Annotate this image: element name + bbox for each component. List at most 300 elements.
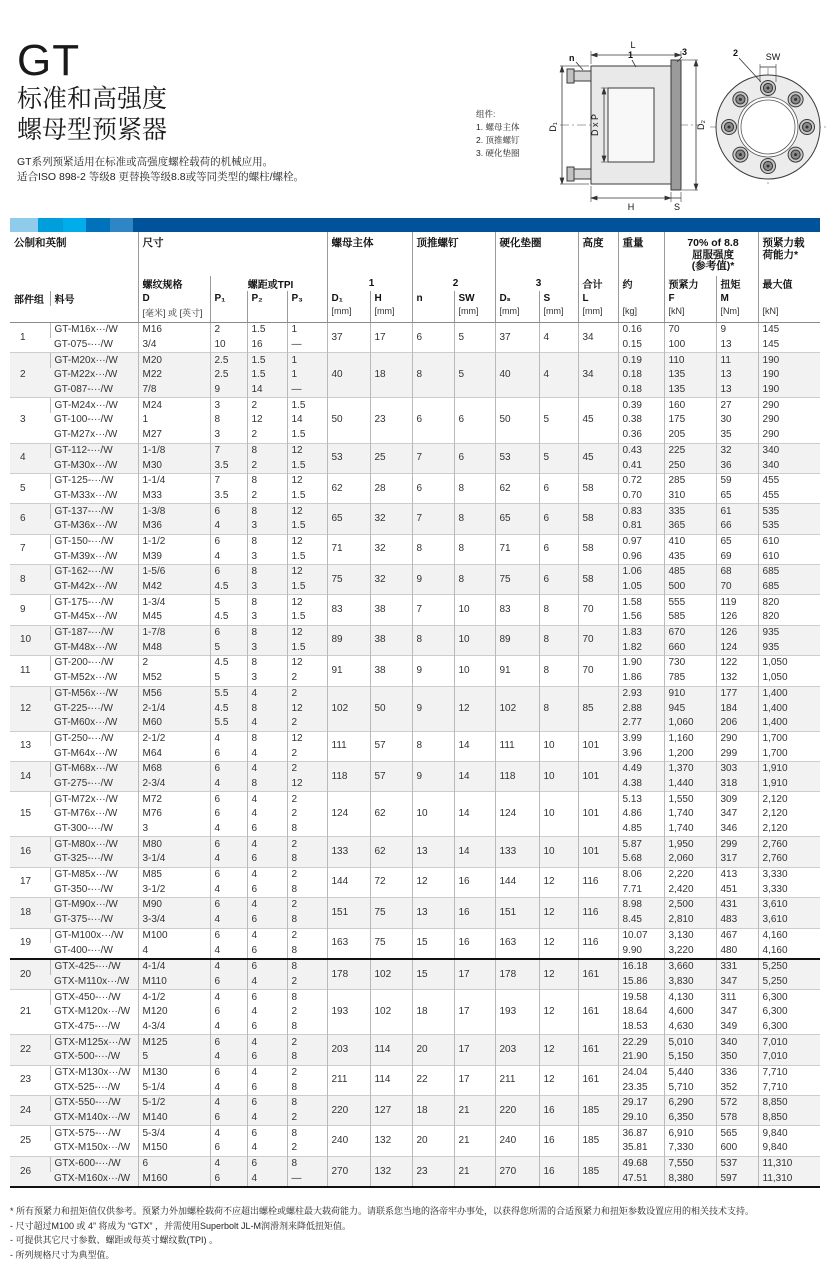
p1-cell: 4 (210, 777, 247, 792)
part-group-number: 9 (10, 595, 50, 625)
max-capacity-cell: 7,710 (758, 1080, 820, 1095)
l-cell: 185 (578, 1096, 618, 1126)
s-cell: 12 (539, 898, 578, 928)
thread-size-cell: 1-1/4 (138, 473, 210, 488)
p1-cell: 6 (210, 898, 247, 913)
dim-label-d2: D₂ (696, 120, 706, 130)
p1-cell: 5 (210, 640, 247, 655)
weight-cell: 18.64 (618, 1005, 664, 1020)
thread-size-cell: 3 (138, 822, 210, 837)
preload-f-cell: 2,420 (664, 882, 716, 897)
part-number-cell: GTX-575-···/W (50, 1126, 138, 1141)
max-capacity-cell: 3,330 (758, 882, 820, 897)
p2-cell: 4 (247, 792, 287, 807)
p2-cell: 6 (247, 990, 287, 1005)
col-group-preload-capacity (758, 232, 820, 276)
table-row (10, 504, 820, 519)
part-number-cell: GT-275-···/W (50, 777, 138, 792)
s-cell: 12 (539, 1035, 578, 1065)
p1-cell: 6 (210, 565, 247, 580)
weight-cell: 18.53 (618, 1020, 664, 1035)
ds-cell: 83 (495, 595, 539, 625)
p1-cell: 6 (210, 1111, 247, 1126)
weight-cell: 8.06 (618, 867, 664, 882)
weight-cell: 0.36 (618, 428, 664, 443)
part-number-cell: GT-M64x···/W (54, 747, 118, 759)
torque-m-cell: 431 (716, 898, 758, 913)
part-number-cell: GT-M42x···/W (50, 580, 138, 595)
torque-m-cell: 69 (716, 549, 758, 564)
h-cell: 50 (370, 686, 412, 731)
preload-f-cell: 135 (664, 383, 716, 398)
part-number-cell: GTX-500-···/W (50, 1050, 138, 1065)
max-capacity-cell: 145 (758, 323, 820, 338)
p1-cell: 6 (210, 504, 247, 519)
preload-f-cell: 5,010 (664, 1035, 716, 1050)
h-cell: 102 (370, 959, 412, 990)
thread-size-cell: 1-7/8 (138, 625, 210, 640)
legend-item-nut-body: 1. 螺母主体 (476, 122, 520, 132)
ref-label-2: 2 (733, 48, 739, 58)
sw-cell: 8 (454, 473, 495, 503)
preload-f-cell: 1,950 (664, 837, 716, 852)
preload-f-cell: 485 (664, 565, 716, 580)
torque-m-cell: 35 (716, 428, 758, 443)
p3-cell: 8 (287, 822, 327, 837)
preload-f-cell: 1,060 (664, 716, 716, 731)
part-number-cell: GT-M85x···/W (50, 867, 138, 882)
torque-m-cell: 331 (716, 959, 758, 975)
preload-f-cell: 3,830 (664, 975, 716, 990)
spec-table (10, 232, 820, 1188)
col-group-weight: 重量 (618, 232, 664, 276)
p1-cell: 4.5 (210, 701, 247, 716)
ds-cell: 91 (495, 656, 539, 686)
n-cell: 9 (412, 761, 454, 791)
weight-cell: 29.17 (618, 1096, 664, 1111)
l-cell: 58 (578, 473, 618, 503)
thread-size-cell: M16 (138, 323, 210, 338)
weight-cell: 1.90 (618, 656, 664, 671)
preload-f-cell: 250 (664, 458, 716, 473)
weight-cell: 0.81 (618, 519, 664, 534)
p2-cell: 8 (247, 473, 287, 488)
p1-cell: 6 (210, 807, 247, 822)
l-cell: 161 (578, 1035, 618, 1065)
sw-cell: 17 (454, 1065, 495, 1095)
h-cell: 102 (370, 990, 412, 1035)
n-cell: 18 (412, 1096, 454, 1126)
p2-cell: 6 (247, 852, 287, 867)
preload-f-cell: 8,380 (664, 1172, 716, 1188)
torque-m-cell: 350 (716, 1050, 758, 1065)
thread-size-cell: M27 (138, 428, 210, 443)
p2-cell: 3 (247, 580, 287, 595)
part-group-number: 2 (10, 353, 50, 398)
p1-cell: 6 (210, 761, 247, 776)
part-group-number: 5 (10, 473, 50, 503)
preload-f-cell: 670 (664, 625, 716, 640)
h-cell: 114 (370, 1065, 412, 1095)
spacer-cell (412, 306, 454, 323)
torque-m-cell: 32 (716, 443, 758, 458)
s-cell: 12 (539, 990, 578, 1035)
part-number-cell: GTX-475-···/W (54, 1020, 121, 1032)
dim-label-sw: SW (765, 52, 781, 62)
ds-cell: 89 (495, 625, 539, 655)
sw-cell: 8 (454, 534, 495, 564)
p3-cell: 2 (287, 1035, 327, 1050)
weight-cell: 35.81 (618, 1141, 664, 1156)
p3-cell: 12 (287, 777, 327, 792)
part-number-cell: GT-087-···/W (50, 383, 138, 398)
footnote-3: - 可提供其它尺寸参数、螺距或每英寸螺纹数(TPI) 。 (10, 1235, 218, 1246)
h-cell: 17 (370, 323, 412, 353)
p2-cell: 6 (247, 913, 287, 928)
part-number-cell: GT-M90x···/W (50, 898, 138, 913)
preload-f-cell: 160 (664, 398, 716, 413)
p2-cell: 4 (247, 1035, 287, 1050)
preload-f-cell: 5,440 (664, 1065, 716, 1080)
p1-cell: 4.5 (210, 656, 247, 671)
title-block (17, 38, 457, 185)
thread-size-cell: 5-3/4 (138, 1126, 210, 1141)
p1-cell: 6 (210, 1035, 247, 1050)
torque-m-cell: 537 (716, 1156, 758, 1171)
p1-cell: 4.5 (210, 610, 247, 625)
p3-cell: 2 (287, 686, 327, 701)
preload-f-cell: 6,350 (664, 1111, 716, 1126)
table-row (10, 898, 820, 913)
weight-cell: 16.18 (618, 959, 664, 975)
ds-cell: 193 (495, 990, 539, 1035)
weight-cell: 29.10 (618, 1111, 664, 1126)
d1-cell: 144 (327, 867, 370, 897)
preload-f-cell: 205 (664, 428, 716, 443)
ds-cell: 270 (495, 1156, 539, 1187)
table-row (10, 837, 820, 852)
part-group-number: 25 (10, 1126, 50, 1156)
torque-m-cell: 9 (716, 323, 758, 338)
max-capacity-cell: 2,760 (758, 852, 820, 867)
preload-f-cell: 500 (664, 580, 716, 595)
sw-cell: 5 (454, 323, 495, 353)
torque-m-cell: 59 (716, 473, 758, 488)
col-group-hardened-washer: 硬化垫圈 (495, 232, 578, 276)
n-cell: 12 (412, 867, 454, 897)
p3-cell: 1.5 (287, 549, 327, 564)
ds-cell: 111 (495, 731, 539, 761)
ds-cell: 118 (495, 761, 539, 791)
p3-cell: 2 (287, 746, 327, 761)
preload-f-cell: 660 (664, 640, 716, 655)
part-number-cell: GTX-M130x···/W (50, 1065, 138, 1080)
ds-cell: 144 (495, 867, 539, 897)
table-row (10, 959, 820, 975)
weight-cell: 1.06 (618, 565, 664, 580)
n-cell: 23 (412, 1156, 454, 1187)
part-number-cell: GT-M45x···/W (54, 611, 118, 623)
h-cell: 18 (370, 353, 412, 398)
l-cell: 101 (578, 792, 618, 837)
torque-m-cell: 124 (716, 640, 758, 655)
p3-cell: 1 (287, 353, 327, 368)
weight-cell: 0.83 (618, 504, 664, 519)
p3-cell: — (287, 338, 327, 353)
h-cell: 57 (370, 731, 412, 761)
p3-cell: 8 (287, 990, 327, 1005)
torque-m-cell: 68 (716, 565, 758, 580)
part-group-number: 3 (10, 398, 50, 443)
subheader-max-value: 最大值 (758, 276, 820, 291)
torque-m-cell: 480 (716, 943, 758, 959)
part-number-cell: GT-M52x···/W (54, 672, 118, 684)
h-cell: 38 (370, 595, 412, 625)
part-number-cell: GT-M27x···/W (54, 429, 118, 441)
torque-m-cell: 11 (716, 353, 758, 368)
thread-size-cell: M22 (138, 368, 210, 383)
max-capacity-cell: 685 (758, 565, 820, 580)
thread-size-cell: M90 (138, 898, 210, 913)
thread-size-cell: 4-1/4 (138, 959, 210, 975)
weight-cell: 1.83 (618, 625, 664, 640)
n-cell: 22 (412, 1065, 454, 1095)
unit-weight-kg: [kg] (618, 306, 664, 323)
sw-cell: 16 (454, 928, 495, 959)
p2-cell: 3 (247, 549, 287, 564)
preload-f-cell: 100 (664, 338, 716, 353)
torque-m-cell: 66 (716, 519, 758, 534)
max-capacity-cell: 11,310 (758, 1156, 820, 1171)
preload-f-cell: 365 (664, 519, 716, 534)
part-number-cell: GT-M33x···/W (54, 489, 118, 501)
p3-cell: 2 (287, 898, 327, 913)
thread-size-cell: 3-1/4 (138, 852, 210, 867)
h-cell: 132 (370, 1126, 412, 1156)
p2-cell: 4 (247, 975, 287, 990)
col-header-part-no: 料号 (50, 291, 138, 306)
part-group-number: 10 (10, 625, 50, 655)
n-cell: 9 (412, 565, 454, 595)
part-number-cell: GTX-425-···/W (50, 959, 138, 975)
h-cell: 57 (370, 761, 412, 791)
torque-m-cell: 126 (716, 610, 758, 625)
col-header-l: L (578, 291, 618, 306)
p1-cell: 4 (210, 1020, 247, 1035)
n-cell: 8 (412, 353, 454, 398)
torque-m-cell: 346 (716, 822, 758, 837)
part-number-cell: GT-M48x···/W (50, 640, 138, 655)
p1-cell: 5 (210, 595, 247, 610)
p1-cell: 3 (210, 398, 247, 413)
p1-cell: 4 (210, 1126, 247, 1141)
thread-size-cell: M60 (138, 716, 210, 731)
p3-cell: 12 (287, 731, 327, 746)
preload-f-cell: 3,660 (664, 959, 716, 975)
p1-cell: 4 (210, 549, 247, 564)
p3-cell: 12 (287, 534, 327, 549)
weight-cell: 1.86 (618, 671, 664, 686)
dim-label-n: n (569, 53, 575, 63)
p2-cell: 12 (247, 413, 287, 428)
p3-cell: 8 (287, 959, 327, 975)
part-number-cell: GT-M72x···/W (50, 792, 138, 807)
n-cell: 9 (412, 656, 454, 686)
legend-title: 组件: (476, 109, 496, 119)
thread-size-cell: M68 (138, 761, 210, 776)
col-header-d1: D₁ (327, 291, 370, 306)
n-cell: 20 (412, 1126, 454, 1156)
torque-m-cell: 122 (716, 656, 758, 671)
thread-size-cell: M52 (138, 671, 210, 686)
max-capacity-cell: 340 (758, 443, 820, 458)
weight-cell: 0.97 (618, 534, 664, 549)
d1-cell: 211 (327, 1065, 370, 1095)
l-cell: 161 (578, 990, 618, 1035)
p3-cell: 12 (287, 504, 327, 519)
part-group-number: 18 (10, 898, 50, 928)
part-number-cell: GT-112-···/W (50, 443, 138, 458)
part-number-cell: GT-350-···/W (54, 883, 113, 895)
thread-size-cell: 5-1/4 (138, 1080, 210, 1095)
p2-cell: 2 (247, 428, 287, 443)
thread-size-cell: M85 (138, 867, 210, 882)
sw-cell: 8 (454, 504, 495, 534)
thread-size-cell: 7/8 (138, 383, 210, 398)
preload-f-cell: 6,290 (664, 1096, 716, 1111)
col-header-part-group: 部件组 (14, 295, 44, 306)
d1-cell: 163 (327, 928, 370, 959)
part-group-number: 17 (10, 867, 50, 897)
torque-m-cell: 597 (716, 1172, 758, 1188)
p3-cell: 8 (287, 1050, 327, 1065)
part-number-cell: GTX-450-···/W (50, 990, 138, 1005)
l-cell: 45 (578, 443, 618, 473)
ds-cell: 211 (495, 1065, 539, 1095)
h-cell: 32 (370, 534, 412, 564)
preload-f-cell: 70 (664, 323, 716, 338)
subheader-preload: 预紧力 (664, 276, 716, 291)
part-group-number: 19 (10, 928, 50, 959)
weight-cell: 0.19 (618, 353, 664, 368)
max-capacity-cell: 145 (758, 338, 820, 353)
ds-cell: 75 (495, 565, 539, 595)
max-capacity-cell: 820 (758, 595, 820, 610)
p3-cell: 2 (287, 975, 327, 990)
unit-max-kn: [kN] (758, 306, 820, 323)
max-capacity-cell: 685 (758, 580, 820, 595)
p2-cell: 8 (247, 656, 287, 671)
p2-cell: 4 (247, 1172, 287, 1188)
s-cell: 8 (539, 656, 578, 686)
n-cell: 13 (412, 837, 454, 867)
d1-cell: 133 (327, 837, 370, 867)
yield-70-line2: 屈服强度 (692, 248, 734, 261)
weight-cell: 0.70 (618, 489, 664, 504)
weight-cell: 0.43 (618, 443, 664, 458)
max-capacity-cell: 3,330 (758, 867, 820, 882)
n-cell: 8 (412, 731, 454, 761)
thread-size-cell: M100 (138, 928, 210, 943)
part-group-number: 1 (20, 331, 26, 343)
torque-m-cell: 36 (716, 458, 758, 473)
n-cell: 7 (412, 443, 454, 473)
n-cell: 8 (412, 534, 454, 564)
dim-label-dxp: D x P (590, 113, 600, 137)
preload-f-cell: 555 (664, 595, 716, 610)
col-header-p1: P₁ (210, 291, 247, 306)
weight-cell: 0.41 (618, 458, 664, 473)
p2-cell: 4 (247, 1065, 287, 1080)
part-group-number: 12 (10, 686, 50, 731)
ds-cell: 220 (495, 1096, 539, 1126)
weight-cell: 5.13 (618, 792, 664, 807)
part-number-cell: GT-375-···/W (50, 913, 138, 928)
p2-cell: 16 (247, 338, 287, 353)
torque-m-cell: 70 (716, 580, 758, 595)
s-cell: 6 (539, 473, 578, 503)
max-capacity-cell: 4,160 (758, 928, 820, 943)
l-cell: 185 (578, 1156, 618, 1187)
preload-f-cell: 110 (664, 353, 716, 368)
weight-cell: 0.38 (618, 413, 664, 428)
ds-cell: 133 (495, 837, 539, 867)
preload-f-cell: 4,130 (664, 990, 716, 1005)
table-row (10, 565, 820, 580)
spacer-cell (210, 306, 247, 323)
preload-f-cell: 310 (664, 489, 716, 504)
p3-cell: — (287, 1172, 327, 1188)
p1-cell: 5.5 (210, 686, 247, 701)
p1-cell: 4 (210, 519, 247, 534)
weight-cell: 4.49 (618, 761, 664, 776)
p1-cell: 6 (210, 1172, 247, 1188)
d1-cell: 40 (327, 353, 370, 398)
p3-cell: 1 (287, 368, 327, 383)
max-capacity-cell: 535 (758, 504, 820, 519)
preload-f-cell: 7,330 (664, 1141, 716, 1156)
n-cell: 15 (412, 959, 454, 990)
p1-cell: 4 (210, 990, 247, 1005)
preload-f-cell: 4,630 (664, 1020, 716, 1035)
part-group-number: 26 (10, 1156, 50, 1187)
p3-cell: 1.5 (287, 458, 327, 473)
dim-label-d1: D₁ (548, 122, 558, 132)
p1-cell: 7 (210, 443, 247, 458)
spacer-cell (10, 306, 138, 323)
torque-m-cell: 347 (716, 975, 758, 990)
thread-size-cell: M24 (138, 398, 210, 413)
part-number-cell: GT-150-···/W (50, 534, 138, 549)
yield-70-line1: 70% of 8.8 (687, 237, 739, 249)
yield-70-line3: (参考值)* (691, 260, 735, 272)
s-cell: 10 (539, 792, 578, 837)
torque-m-cell: 340 (716, 1035, 758, 1050)
p2-cell: 4 (247, 1111, 287, 1126)
p2-cell: 2 (247, 458, 287, 473)
p1-cell: 4 (210, 943, 247, 959)
unit-d1-mm: [mm] (327, 306, 370, 323)
p3-cell: 8 (287, 1096, 327, 1111)
preload-f-cell: 2,060 (664, 852, 716, 867)
max-capacity-cell: 6,300 (758, 1020, 820, 1035)
torque-m-cell: 317 (716, 852, 758, 867)
p1-cell: 4 (210, 852, 247, 867)
table-row (10, 1065, 820, 1080)
max-capacity-cell: 190 (758, 383, 820, 398)
h-cell: 32 (370, 565, 412, 595)
torque-m-cell: 126 (716, 625, 758, 640)
